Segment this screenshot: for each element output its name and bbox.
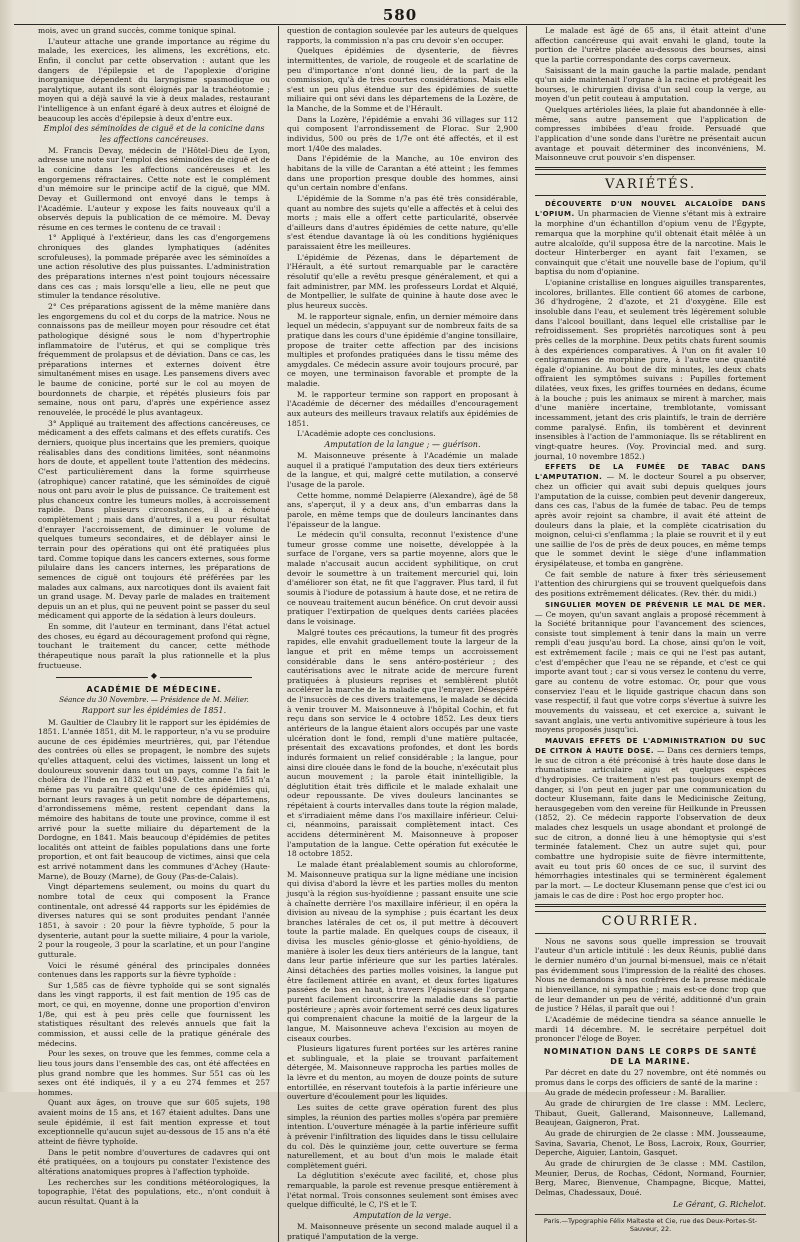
paragraph (287, 1222, 518, 1241)
column-1 (30, 26, 278, 1242)
paragraph (38, 1049, 270, 1097)
paragraph (38, 718, 270, 882)
paragraph-text: Saisissant de la main gauche la partie malade, pendant qu'un aide maintenait l'organe à la racine et protégeait les bourses, le chirurgien divisa d'un seul coup la verge, au moyen d'un petit couteau à amputation. (535, 65, 766, 104)
paragraph (535, 600, 766, 735)
paragraph-text: L'épidémie de Pézenas, dans le département de l'Hérault, a été surtout remarquable par le caractère résolutif qu'elle a revêtu presque généralement, et qui a fait administrer, par MM. les professeurs Lordat et Alquié, de Montpellier, le sulfate de quinine à haute dose avec le plus heureux succès. (287, 252, 518, 310)
paragraph (287, 253, 518, 311)
paragraph-text: Au grade de chirurgien de 1re classe : MM. Leclerc, Thibaut, Gueit, Gallerand, Maisonneuve, Lallemand, Beaujean, Gaigneron, Prat. (535, 1099, 766, 1128)
article-heading-ciguë: Emploi des séminoïdes de ciguë et de la conicine dans les affections cancéreuses. (43, 124, 265, 144)
courrier-title: COURRIER. (535, 911, 766, 934)
paragraph (38, 37, 270, 124)
paragraph-text: Nous ne savons sous quelle impression se trouvait l'auteur d'un article intitulé : les deux Réunis, publié dans le dernier numéro d'un journal bi-mensuel, mais ce n'était pas évidemment sous l'impression de la réalité des choses. Nous ne demandons à nos confrères de la presse médicale ni bienveillance, ni sympathie ; mais est-ce donc trop que de leur demander un peu de vérité, additionné d'un grain de justice ? Hélas, il paraît que oui ! (535, 936, 766, 1014)
paragraph-text: Au grade de chirurgien de 3e classe : MM. Castilon, Meunier, Derus, de Rochas, Cédont, Normand, Fournier, Berg, Marec, Bienvenue, Champagne, Bicque, Mattei, Delmas, Chadessaux, Doué. (535, 1158, 766, 1197)
academy-session: Séance du 30 Novembre. — Présidence de M. Mélier. (59, 696, 249, 705)
paragraph (287, 154, 518, 193)
paragraph-text: 2° Ces préparations agissent de la même manière dans les engorgemens du col et du corps de la matrice. Nous ne connaissons pas de meilleur moyen pour résoudre cet état pathologique désigné sous le nom d'hypertrophie inflammatoire de l'utérus, et qui se complique très fréquemment de prolapsus et de déviation. Dans ce cas, les préparations internes et externes doivent être simultanément mises en usage. Les pansemens divers avec le baume de conicine, porté sur le col au moyen de bourdonnets de charpie, et répétés plusieurs fois par semaine, nous ont paru, d'après une expérience assez renouvelée, le procédé le plus avantageux. (38, 301, 270, 418)
three-column-layout (30, 26, 774, 1241)
paragraph (535, 66, 766, 105)
paragraph-kicker: SINGULIER MOYEN DE PRÉVENIR LE MAL DE MER. (545, 600, 766, 609)
paragraph-text: M. Gaultier de Claubry lit le rapport sur les épidémies de 1851. L'année 1851, dit M. le rapporteur, n'a vu se produire aucune de ces épidémies meurtrières, qui, par l'étendue des contrées où elles se propagent, le nombre des sujets qu'elles attaquent, celui des victimes, laissent un long et douloureux souvenir dans tout un pays, comme l'a fait le choléra de l'Inde en 1832 et 1849. Cette année 1851 n'a même pas vu paraître quelqu'une de ces épidémies qui, bornant leurs ravages à un petit nombre de départemens, d'arrondissemens même, restent cependant dans la mémoire des habitans de toute une province, comme il est arrivé pour la suette miliaire du département de la Dordogne, en 1841. Mais beaucoup d'épidémies de petites localités ont atteint de faibles populations dans une forte proportion, et ont fait beaucoup de victimes, ainsi que cela est arrivé notamment dans les communes d'Achey (Haute-Marne), de Bouzy (Marne), de Gouy (Pas-de-Calais). (38, 717, 270, 881)
paragraph-text: mois, avec un grand succès, comme tonique spinal. (38, 26, 236, 35)
col3-courrier (535, 937, 766, 1044)
paragraph (287, 451, 518, 490)
ornament-divider (56, 674, 252, 681)
paragraph (535, 1099, 766, 1128)
paragraph (287, 26, 518, 45)
paragraph (38, 419, 270, 621)
paragraph-kicker: DÉCOUVERTE D'UN NOUVEL ALCALOÏDE DANS L'OPIUM. (535, 200, 766, 219)
paragraph (535, 1015, 766, 1044)
paragraph-text: Quelques artérioles liées, la plaie fut abandonnée à elle-même, sans autre pansement que l'application de compresses imbibées d'eau froide. Persuadé que l'application d'une sonde dans l'urètre ne présentait aucun avantage et pouvait déterminer des inconvéniens, M. Maisonneuve crut pouvoir s'en dispenser. (535, 105, 766, 163)
paragraph-text: Par décret en date du 27 novembre, ont été nommés ou promus dans le corps des officiers de santé de la marine : (535, 1068, 766, 1087)
paragraph-text: Sur 1,585 cas de fièvre typhoïde qui se sont signalés dans les vingt rapports, il est fait mention de 195 cas de mort, ce qui, en moyenne, donne une proportion d'environ 1/8e, qui est à peu près celle que fournissent les statistiques résultant des relevés annuels que fait la commission, et aussi celle de la pratique générale des médecins. (38, 980, 270, 1048)
page-number: 580 (382, 6, 418, 24)
paragraph (38, 981, 270, 1048)
paragraph (38, 622, 270, 670)
paragraph-text: Les recherches sur les conditions météorologiques, la topographie, l'état des populations, etc., n'ont conduit à aucun résultat. Quant à la (38, 1177, 270, 1206)
header-rule (14, 24, 786, 25)
paragraph (535, 937, 766, 1014)
paragraph (535, 105, 766, 163)
col1-report (38, 718, 270, 1207)
paragraph-text: — M. le docteur Sourel a pu observer, chez un officier qui avait subi depuis quelques jours l'amputation de la cuisse, combien peut devenir dangereux, dans ces cas, l'abus de la fumée de tabac. Peu de temps après avoir rejoint sa chambre, il avait été atteint de douleurs dans la plaie, et la complète cicatrisation du moignon, celui-ci s'enflamma ; la plaie se rouvrit et il y eut une saillie de l'os de près de deux pouces, en même temps que le sommet devint le siège d'une inflammation érysipélateuse, et tomba en gangrène. (535, 472, 766, 569)
paragraph-text: Ce fait semble de nature à fixer très sérieusement l'attention des chirurgiens qui se trouvent quelquefois dans des positions extrêmement délicates. (Rev. thér. du midi.) (535, 569, 766, 599)
double-rule (535, 167, 766, 170)
paragraph-text: L'auteur attache une grande importance au régime du malade, les exercices, les alimens, les excrétions, etc. Enfin, il conclut par cette observation : autant que les dangers de l'épilepsie et de l'apoplexie d'origine inorganique dépendent du laryngisme spasmodique ou paralytique, autant ils sont éloignés par la trachéotomie ; moyen qui a déjà sauvé la vie à deux malades, restaurant l'intelligence à un enfant égaré à deux autres et éloigné de beaucoup les accès d'épilepsie à deux d'entre eux. (38, 36, 270, 123)
paragraph (287, 628, 518, 859)
paragraph-text: question de contagion soulevée par les auteurs de quelques rapports, la commission n'a pas cru devoir s'en occuper. (287, 26, 518, 45)
paragraph (38, 302, 270, 418)
printer-line: Paris.—Typographie Félix Malteste et Cie, rue des Deux-Portes-St-Sauveur, 22. (543, 1216, 758, 1233)
paragraph-text: L'épidémie de la Somme n'a pas été très considérable, quant au nombre des sujets qu'elle a affectés et à celui des morts ; mais elle a offert cette particularité, observée d'ailleurs dans d'autres épidémies de cette nature, qu'elle s'est étendue davantage là où les conditions hygiéniques paraissaient être les meilleures. (287, 193, 518, 252)
paragraph-text: L'Académie adopte ces conclusions. (297, 429, 436, 439)
paragraph-text: Malgré toutes ces précautions, la tumeur fit des progrès rapides, elle envahit graduellement toute la largeur de la langue et prit en même temps un accroissement considérable dans le sens antéro-postérieur ; des cautérisations avec le nitrate acide de mercure furent pratiquées à plusieurs reprises et semblèrent plutôt accélérer la marche de la maladie que l'enrayer. Désespéré de l'insuccès de ces divers traitemens, le malade se décida à venir trouver M. Maisonneuve à l'hôpital Cochin, et fut reçu dans son service le 4 octobre 1852. Les deux tiers antérieurs de la langue étaient alors occupés par une vaste ulcération dont le fond, rempli d'une matière pultacée, présentait des excavations profondes, et dont les bords indurés formaient un relief considérable ; la langue, pour ainsi dire clouée dans le fond de la bouche, n'exécutait plus aucun mouvement ; la parole était inintelligible, la déglutition était très difficile et le malade exhalait une odeur repoussante. De vives douleurs lancinantes se répétaient à courts intervalles dans toute la région malade, et s'irradiaient même dans l'os maxillaire inférieur. Celui-ci, néanmoins, paraissait complètement intact. Ces accidens déterminèrent M. Maisonneuve à proposer l'amputation de la langue. Cette opération fut exécutée le 18 octobre 1852. (287, 627, 518, 859)
col1-intro (38, 26, 270, 123)
paragraph (535, 570, 766, 599)
paragraph-text: — Dans ces derniers temps, le suc de citron a été préconisé à très haute dose dans le rhumatisme articulaire aigu et quelques espèces d'hydropisies. Ce traitement n'est pas toujours exempt de danger, si l'on peut en juger par une communication du docteur Klusemann, faite dans le Medicinische Zeitung, herausgegeben vom den vereine für Heilkunde in Preussen (1852, 2). Ce médecin rapporte l'observation de deux malades chez lesquels un usage abondant et prolongé de suc de citron, a donné lieu à une hémoptysie qui s'est terminée fatalement. Chez un autre sujet qui, pour combattre une hydropisie suite de fièvre intermittente, avait eu tout pris 60 onces de ce suc, il survint des hémorrhagies intestinales qui se terminèrent également par la mort. — Le docteur Klusemann pense que c'est ici ou jamais le cas de dire : Post hoc ergo propter hoc. (535, 745, 766, 900)
paragraph (38, 1098, 270, 1146)
paragraph-text: Cette homme, nommé Delapierre (Alexandre), âgé de 58 ans, s'aperçut, il y a deux ans, d'un embarras dans la parole, en même temps que de douleurs lancinantes dans l'épaisseur de la langue. (287, 490, 518, 529)
amputation-tongue-heading: Amputation de la langue ; — guérison. (324, 439, 481, 449)
paragraph (287, 1171, 518, 1210)
paragraph (535, 1129, 766, 1158)
paragraph (535, 26, 766, 65)
paragraph-text: Le médecin qu'il consulta, reconnut l'existence d'une tumeur grosse comme une noisette, développée à la surface de l'organe, vers sa partie moyenne, alors que le malade n'accusait aucun accident syphilitique, on crut devoir le soumettre à un traitement mercuriel qui, loin d'améliorer son état, ne fit que l'aggraver. Plus tard, il fut soumis à l'iodure de potassium à haute dose, et ne retira de ce nouveau traitement aucun bénéfice. On crut devoir aussi pratiquer l'extirpation de quelques dents cariées placées dans le voisinage. (287, 530, 518, 626)
paragraph (287, 194, 518, 252)
paragraph-text: Pour les sexes, on trouve que les femmes, comme cela a lieu tous jours dans l'ensemble des cas, ont été affectées en plus grand nombre que les hommes. Sur 551 cas où les sexes ont été indiqués, il y a eu 274 femmes et 257 hommes. (38, 1049, 270, 1097)
col1-article-cigue (38, 146, 270, 671)
amputation-verge-heading: Amputation de la verge. (353, 1211, 452, 1221)
paragraph-text: 1° Appliqué à l'extérieur, dans les cas d'engorgemens chroniques des glandes lymphatiques (adénites scrofuleuses), la pommade préparée avec les séminoïdes a une action résolutive des plus puissantes. L'administration des préparations internes n'est point toujours nécessaire dans ces cas ; mais lorsqu'elle a lieu, elle ne peut que stimuler la tendance résolutive. (38, 233, 270, 301)
paragraph (287, 312, 518, 389)
paragraph (287, 429, 518, 439)
paragraph-text: — Ce moyen, qu'un savant anglais a proposé récemment à la Société britannique pour l'avancement des sciences, consiste tout simplement à tenir dans la main un verre rempli d'eau jusqu'au bord. La chose, ainsi qu'on le voit, est extrêmement facile ; mais ce qui ne l'est pas autant, c'est d'empêcher que l'eau ne se répande, et c'est ce qui importe avant tout ; car si vous versez le contenu du verre, gare au contenu de votre estomac. Or, pour que vous conserviez l'eau et le liquide gastrique chacun dans son vase respectif, il faut que votre corps s'évertue à suivre les mouvements du vaisseau, et cet exercice a, suivant le savant anglais, une vertu antivomitive supérieure à tous les moyens proposés jusqu'ici. (535, 609, 766, 735)
paragraph (38, 146, 270, 233)
nominations-title: NOMINATION DANS LE CORPS DE SANTÉ DE LA MARINE. (543, 1046, 758, 1066)
paragraph (38, 1148, 270, 1177)
paragraph-text: Quant aux âges, on trouve que sur 605 sujets, 198 avaient moins de 15 ans, et 167 étaient adultes. Dans une seule épidémie, il est fait mention expresse et tout exceptionnelle qu'aucun sujet au-dessous de 15 ans n'a été atteint de fièvre typhoïde. (38, 1098, 270, 1147)
paragraph-text: M. Maisonneuve présente à l'Académie un malade auquel il a pratiqué l'amputation des deux tiers extérieurs de la langue, et qui, malgré cette mutilation, a conservé l'usage de la parole. (287, 451, 518, 489)
paragraph (287, 860, 518, 1043)
paragraph (535, 1088, 766, 1098)
paragraph-text: M. le rapporteur signale, enfin, un dernier mémoire dans lequel un médecin, s'appuyant sur de nombreux faits de sa pratique dans les cours d'une épidémie d'angine tonsillaire, propose de traiter cette affection par des incisions multiples et profondes pratiquées dans le tissu même des amygdales. Ce médecin assure avoir toujours procuré, par ce moyen, une terminaison favorable et prompte de la maladie. (287, 311, 518, 389)
gerant-signature: Le Gérant, G. Richelot. (672, 1200, 766, 1210)
paragraph-text: Dans la Lozère, l'épidémie a envahi 36 villages sur 112 qui composent l'arrondissement de Florac. Sur 2,900 individus, 500 ou près de 1/7e ont été affectés, et il est mort 1/40e des malades. (287, 114, 518, 153)
paragraph (38, 882, 270, 959)
col2-intro (287, 26, 518, 439)
paragraph (535, 1159, 766, 1198)
double-rule-2 (535, 904, 766, 907)
paragraph-text: L'opianine cristallise en longues aiguilles transparentes, incolores, brillantes. Elle contient 66 atomes de carbone, 36 d'hydrogène, 2 d'azote, et 21 d'oxygène. Elle est insoluble dans l'eau, et seulement très légèrement soluble dans l'alcool bouillant, dans lequel elle cristallise par le refroidissement. Ses propriétés narcotiques sont à peu près celles de la morphine. Deux petits chats furent soumis à des expériences comparatives. À l'un on fit avaler 10 centigrammes de morphine pure, à l'autre une quantité égale d'opianine. Au bout de dix minutes, les deux chats offraient les symptômes suivans : Pupilles fortement dilatées, veux fixes, les griffes tournées en dedans, écume à la bouche ; puis les animaux se mirent à marcher, mais d'une manière incertaine, tremblotante, vomissant incessamment, jetant des cris plaintifs, le train de derrière comme paralysé. Enfin, ils tombèrent et devinrent insensibles à l'action de l'ammoniaque. Ils se rétablirent en vingt-quatre heures. (Voy. Provincial med. and surg. journal, 10 novembre 1852.) (535, 278, 766, 461)
paragraph (287, 1044, 518, 1102)
paragraph (535, 1068, 766, 1087)
paragraph (535, 462, 766, 569)
paragraph-text: Au grade de médecin professeur : M. Barallier. (545, 1088, 726, 1098)
paragraph-text: Au grade de chirurgien de 2e classe : MM. Jousseaume, Savina, Savaria, Chenot, Le Boss, Lacroix, Roux, Gourrier, Deperche, Aiguier, Lantoin, Gasquet. (535, 1128, 766, 1158)
paragraph-text: Vingt départemens seulement, ou moins du quart du nombre total de ceux qui composent la France continentale, ont adressé 44 rapports sur les épidémies de diverses natures qui se sont produites pendant l'année 1851, à savoir : 20 pour la fièvre typhoïde, 5 pour la dysenterie, autant pour la suette miliaire, 4 pour la variole, 2 pour la rougeole, 3 pour la scarlatine, et un pour l'angine gutturale. (38, 882, 270, 959)
paragraph (287, 530, 518, 626)
paragraph (535, 736, 766, 900)
paragraph-kicker: MAUVAIS EFFETS DE L'ADMINISTRATION DU SUC DE CITRON À HAUTE DOSE. (535, 736, 766, 755)
paragraph (287, 1103, 518, 1170)
column-3 (526, 26, 774, 1242)
paragraph (287, 390, 518, 429)
paragraph (535, 278, 766, 461)
paragraph-text: Plusieurs ligatures furent portées sur les artères ranine et sublinguale, et la plaie se trouvant parfaitement détergée, M. Maisonneuve rapprocha les parties molles de la lèvre et du menton, au moyen de douze points de suture entortillée, en réservant toutefois à la partie inférieure une ouverture d'écoulement pour les liquides. (287, 1044, 518, 1102)
paragraph-text: Les suites de cette grave opération furent des plus simples, la réunion des parties molles s'opéra par première intention. L'ouverture ménagée à la partie inférieure suffit à prévenir l'infiltration des liquides dans le tissu cellulaire du col. Dès le quinzième jour, cette ouverture se ferma naturellement, et au bout d'un mois le malade était complètement guéri. (287, 1102, 518, 1170)
paragraph-text: La déglutition s'exécute avec facilité, et, chose plus remarquable, la parole est revenue presque entièrement à l'état normal. Trois consonnes seulement sont émises avec quelque difficulté, le C, l'S et le T. (287, 1171, 518, 1210)
column-2 (278, 26, 526, 1242)
footer-rule (535, 1214, 766, 1215)
col2-amputation-verge (287, 1222, 518, 1241)
paragraph (38, 26, 270, 36)
report-heading: Rapport sur les épidémies de 1851. (81, 706, 227, 716)
paragraph (287, 46, 518, 113)
paragraph-text: 3° Appliqué au traitement des affections cancéreuses, ce médicament a des effets calmans et des effets curatifs. Ces derniers, quoique plus incertains que les premiers, quoique réalisables dans des conditions limitées, sont néanmoins hors de doute, et appellent toute l'attention des médecins. C'est particulièrement dans la forme squirrheuse (atrophique) cancer ratatiné, que les séminoïdes de ciguë nous ont paru avoir le plus de puissance. Ce traitement est plus chanceux contre les tumeurs molles, à accroissement rapide. Dans plusieurs circonstances, il a échoué complètement ; mais dans d'autres, il a eu pour résultat d'enrayer l'accroissement, de diminuer le volume de quelques tumeurs secondaires, et de déblayer ainsi le terrain pour des opérations qui ont été pratiquées plus tard. Comme topique dans les cancers externes, sous forme pilulaire dans les cancers internes, les préparations de semences de ciguë ont toujours été préférées par les malades aux calmans, aux narcotiques dont ils avaient fait un grand usage. M. Devay parle de malades en traitement depuis un an et plus, qui ne peuvent point se passer du seul médicament qui apporte de la sédation à leurs douleurs. (38, 418, 270, 621)
paragraph-text: Un pharmacien de Vienne s'étant mis à extraire la morphine d'un échantillon d'opium venu de l'Égypte, remarqua que la morphine qu'il obtenait était mêlée à un autre alcaloïde, qu'il supposa être de la narcotine. Mais le docteur Hinterberger en ayant fait l'examen, se convainquit que c'était une nouvelle base de l'opium, qu'il baptisa du nom d'opianine. (535, 209, 767, 277)
col2-amputation-tongue (287, 451, 518, 1210)
paragraph-text: Quelques épidémies de dysenterie, de fièvres intermittentes, de variole, de rougeole et de scarlatine de peu d'importance n'ont donné lieu, de la part de la commission, qu'à de très courtes considérations. Mais elle s'est un peu plus étendue sur des épidémies de suette miliaire qui ont sévi dans les départemens de la Lozère, de la Manche, de la Somme et de l'Hérault. (287, 46, 518, 114)
paragraph-text: M. le rapporteur termine son rapport en proposant à l'Académie de décerner des médailles d'encouragement aux auteurs des meilleurs travaux relatifs aux épidémies de 1851. (287, 389, 518, 428)
col3-intro (535, 26, 766, 163)
varietes-title: VARIÉTÉS. (535, 174, 766, 197)
academy-title: ACADÉMIE DE MÉDECINE. (86, 685, 222, 695)
col3-nominations (535, 1068, 766, 1197)
col3-varietes (535, 199, 766, 900)
paragraph-kicker: EFFETS DE LA FUMÉE DE TABAC DANS L'AMPUTATION. (535, 463, 766, 482)
paragraph (38, 961, 270, 980)
paragraph-text: Le malade étant préalablement soumis au chloroforme, M. Maisonneuve pratiqua sur la ligne médiane une incision qui divisa d'abord la lèvre et les parties molles du menton jusqu'à la région sus-hyoïdienne ; passant ensuite une scie à chaînette derrière l'os maxillaire inférieur, il en opéra la division au niveau de la symphise ; puis écartant les deux branches latérales de cet os, il put mettre à découvert toute la partie malade. En quelques coups de ciseaux, il divisa les muscles génio-glosse et génio-hyoïdiens, de manière à isoler les deux tiers antérieurs de la langue, tant dans leur partie inférieure que sur les parties latérales. Ainsi détachées des parties molles voisines, la langue put être facilement attirée en avant, et deux fortes ligatures passées de bas en haut, à travers l'épaisseur de l'organe purent facilement circonscrire la maladie dans sa partie postérieure ; après avoir fortement serré ces deux ligatures qui comprenaient chacune la moitié de la largeur de la langue, M. Maisonneuve acheva l'excision au moyen de ciseaux courbes. (287, 859, 518, 1043)
paragraph (38, 1178, 270, 1207)
paragraph (38, 233, 270, 300)
paragraph (287, 491, 518, 530)
paragraph-text: L'Académie de médecine tiendra sa séance annuelle le mardi 14 décembre. M. le secrétaire perpétuel doit prononcer l'éloge de Boyer. (535, 1014, 766, 1044)
paragraph-text: M. Maisonneuve présente un second malade auquel il a pratiqué l'amputation de la verge. (287, 1222, 518, 1241)
paragraph-text: Voici le résumé général des principales données contenues dans les rapports sur la fièvre typhoïde : (38, 960, 270, 980)
paragraph-text: M. Francis Devay, médecin de l'Hôtel-Dieu de Lyon, adresse une note sur l'emploi des séminoïdes de ciguë et de la conicine dans les affections cancéreuses et les engorgemens réfractaires. Cette note est le complément d'un mémoire sur le principe actif de la ciguë, que MM. Devay et Guillermond ont envoyé dans le temps à l'Académie. L'auteur y expose les faits nouveaux qu'il a observés depuis la publication de ce mémoire. M. Devay résume en ces termes le contenu de ce travail : (38, 145, 270, 232)
paragraph (535, 199, 766, 277)
paragraph (287, 115, 518, 154)
paragraph-text: Le malade est âgé de 65 ans, il était atteint d'une affection cancéreuse qui avait envahi le gland, toute la portion de l'urètre placée au-dessous des bourses, ainsi que la partie correspondante des corps caverneux. (535, 26, 766, 64)
paragraph-text: Dans le petit nombre d'ouvertures de cadavres qui ont été pratiquées, on a toujours pu constater l'existence des altérations anatomiques propres à l'affection typhoïde. (38, 1147, 270, 1176)
paragraph-text: En somme, dit l'auteur en terminant, dans l'état actuel des choses, eu égard au découragement profond qui règne, touchant le traitement du cancer, cette méthode thérapeutique nous paraît la plus rationnelle et la plus fructueuse. (38, 622, 270, 670)
paragraph-text: Dans l'épidémie de la Manche, au 10e environ des habitans de la ville de Carantan a été atteint ; les femmes dans une proportion presque double des hommes, ainsi qu'un certain nombre d'enfans. (287, 154, 518, 193)
